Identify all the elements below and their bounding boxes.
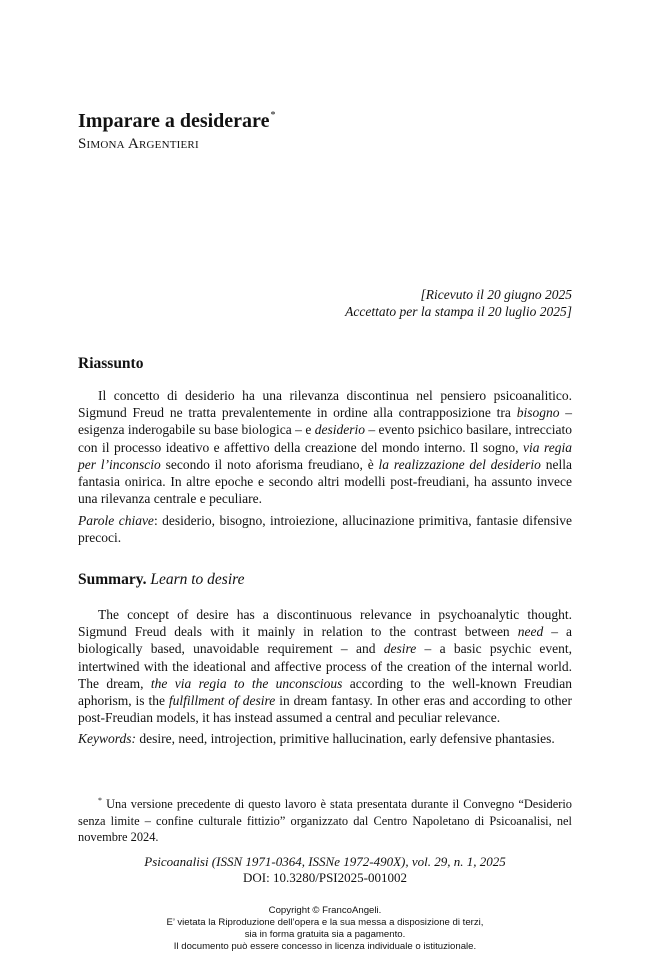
parole-chiave-label: Parole chiave bbox=[78, 513, 154, 528]
footnote-text: Una versione precedente di questo lavoro è stata presentata durante il Convegno “Desiderio senza limite – confine culturale fittizio” organizzato dal Centro Napoletano di Psicoanalisi, nel novembre 2024. bbox=[78, 797, 572, 844]
summary-label: Summary. bbox=[78, 571, 147, 588]
summary-text-2: – a biologically based, unavoidable requirement – and bbox=[78, 624, 572, 657]
riassunto-text-4: secondo il noto aforisma freudiano, è bbox=[160, 456, 379, 472]
summary-title: Learn to desire bbox=[150, 571, 245, 588]
summary-term-via-regia: the via regia to the unconscious bbox=[150, 675, 343, 691]
journal-citation bbox=[0, 854, 650, 886]
summary-body bbox=[78, 606, 572, 726]
riassunto-text-5: nella fantasia onirica. In altre epoche e secondo altri modelli post-freudiani, ha assunto invece una rilevanza centrale e peculiare. bbox=[78, 456, 572, 507]
riassunto-heading: Riassunto bbox=[78, 355, 144, 372]
riassunto-keywords bbox=[78, 512, 572, 546]
copyright-line-3: sia in forma gratuita sia a pagamento. bbox=[244, 929, 406, 940]
riassunto-text-3: – evento psichico basilare, intrecciato con il processo ideativo e affettivo della creazione del mondo interno. Il sogno, bbox=[78, 422, 573, 455]
summary-text-5: in dream fantasy. In other eras and according to other post-Freudian models, it has instead assumed a central and peculiar relevance. bbox=[78, 693, 572, 726]
author-name: Simona Argentieri bbox=[78, 136, 199, 152]
riassunto-term-desiderio: desiderio bbox=[314, 422, 365, 438]
riassunto-body bbox=[78, 387, 572, 507]
title-footnote-mark[interactable]: * bbox=[270, 110, 276, 121]
copyright-line-1: Copyright © FrancoAngeli. bbox=[268, 905, 382, 916]
riassunto-text-1: Il concetto di desiderio ha una rilevanza discontinua nel pensiero psicoanalitico. Sigmund Freud ne tratta prevalentemente in ordine alla contrapposizione tra bbox=[78, 388, 572, 421]
summary-heading bbox=[78, 571, 245, 589]
submission-dates bbox=[345, 286, 572, 320]
summary-text-4: according to the well-known Freudian aphorism, is the bbox=[78, 675, 572, 709]
parole-chiave-list: : desiderio, bisogno, introiezione, allucinazione primitiva, fantasie difensive precoci. bbox=[78, 513, 573, 546]
summary-text-1: The concept of desire has a discontinuous relevance in psychoanalytic thought. Sigmund Freud deals with it mainly in relation to the contrast between bbox=[78, 607, 572, 640]
accepted-date: Accettato per la stampa il 20 luglio 2025] bbox=[345, 304, 572, 319]
riassunto-term-bisogno: bisogno bbox=[516, 405, 560, 421]
riassunto-text-2: – esigenza inderogabile su base biologica – e bbox=[78, 405, 573, 438]
doi-link[interactable]: DOI: 10.3280/PSI2025-001002 bbox=[243, 870, 407, 885]
copyright-line-4: Il documento può essere concesso in licenza individuale o istituzionale. bbox=[173, 941, 477, 952]
journal-name: Psicoanalisi (ISSN 1971-0364, ISSNe 1972-490X), vol. 29, n. 1, 2025 bbox=[144, 854, 506, 869]
footnote bbox=[78, 793, 572, 846]
keywords-label: Keywords: bbox=[78, 731, 136, 746]
summary-term-fulfillment: fulfillment of desire bbox=[168, 693, 276, 709]
copyright-line-2: E’ vietata la Riproduzione dell’opera e la sua messa a disposizione di terzi, bbox=[166, 917, 484, 928]
summary-term-need: need bbox=[517, 624, 544, 640]
received-date: [Ricevuto il 20 giugno 2025 bbox=[420, 287, 572, 302]
copyright-notice bbox=[0, 905, 650, 953]
footnote-mark: * bbox=[98, 796, 102, 805]
summary-text-3: – a basic psychic event, intertwined with the ideational and affective process of the creation of the internal world. The dream, bbox=[78, 641, 572, 691]
summary-keywords bbox=[78, 730, 572, 747]
riassunto-term-via-regia: via regia per l’inconscio bbox=[78, 439, 572, 472]
riassunto-term-realizzazione: la realizzazione del desiderio bbox=[378, 456, 541, 472]
summary-term-desire: desire bbox=[383, 641, 417, 657]
article-title bbox=[78, 110, 275, 133]
article-title-text: Imparare a desiderare bbox=[78, 110, 270, 132]
keywords-list: desire, need, introjection, primitive hallucination, early defensive phantasies. bbox=[136, 731, 555, 746]
